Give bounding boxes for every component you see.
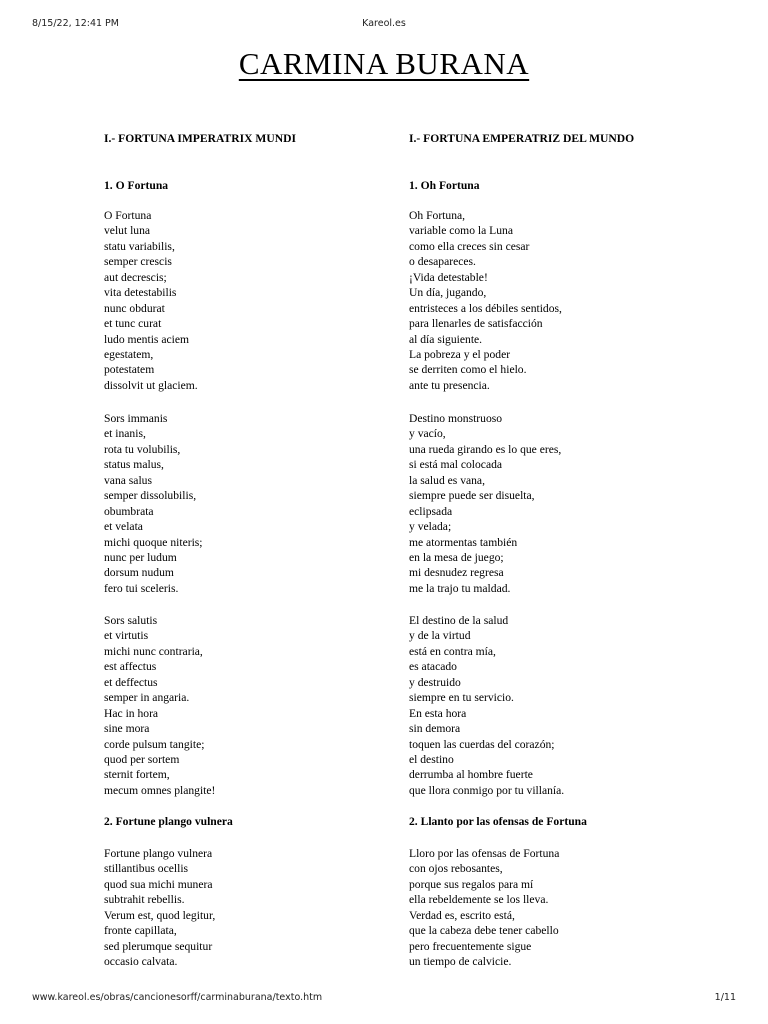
verse-line: Fortune plango vulnera — [104, 847, 213, 860]
verse-line: Destino monstruoso — [409, 412, 503, 425]
song2-title-latin: 2. Fortune plango vulnera — [104, 815, 233, 828]
latin-song1-stanza-3 — [104, 613, 215, 798]
verse-line: semper dissolubilis, — [104, 489, 197, 503]
verse-line: si está mal colocada — [409, 458, 503, 472]
verse-line: statu variabilis, — [104, 239, 175, 253]
verse-line: michi quoque niteris; — [104, 535, 203, 549]
verse-line: Oh Fortuna, — [409, 209, 466, 222]
verse-line: La pobreza y el poder — [409, 347, 511, 361]
verse-line: El destino de la salud — [409, 614, 509, 627]
verse-line: eclipsada — [409, 504, 453, 518]
verse-line: semper in angaria. — [104, 691, 190, 705]
verse-line: para llenarles de satisfacción — [409, 317, 543, 331]
verse-line: ludo mentis aciem — [104, 332, 190, 346]
latin-song1-stanza-1 — [104, 208, 198, 393]
verse-line: En esta hora — [409, 706, 467, 720]
print-url: www.kareol.es/obras/cancionesorff/carminaburana/texto.htm — [32, 992, 323, 1003]
verse-line: O Fortuna — [104, 209, 152, 222]
verse-line: michi nunc contraria, — [104, 644, 203, 658]
verse-line: ante tu presencia. — [409, 378, 490, 392]
latin-song2-stanza — [104, 846, 215, 970]
verse-line: occasio calvata. — [104, 955, 178, 969]
verse-line: o desapareces. — [409, 255, 476, 269]
verse-line: que la cabeza debe tener cabello — [409, 924, 559, 938]
verse-line: toquen las cuerdas del corazón; — [409, 737, 555, 751]
verse-line: et virtutis — [104, 629, 149, 643]
verse-line: Verdad es, escrito está, — [409, 908, 515, 922]
verse-line: entristeces a los débiles sentidos, — [409, 301, 562, 315]
verse-line: Hac in hora — [104, 706, 159, 720]
verse-line: fronte capillata, — [104, 924, 177, 938]
verse-line: un tiempo de calvicie. — [409, 955, 512, 969]
verse-line: pero frecuentemente sigue — [409, 939, 532, 953]
verse-line: y vacío, — [409, 427, 446, 441]
print-footer — [32, 992, 736, 1006]
verse-line: quod per sortem — [104, 752, 180, 766]
verse-line: potestatem — [104, 363, 155, 377]
verse-line: obumbrata — [104, 504, 154, 518]
verse-line: dissolvit ut glaciem. — [104, 378, 198, 392]
latin-song1-stanza-2 — [104, 411, 203, 596]
verse-line: subtrahit rebellis. — [104, 893, 185, 907]
verse-line: dorsum nudum — [104, 566, 174, 580]
verse-line: rota tu volubilis, — [104, 442, 181, 456]
verse-line: ¡Vida detestable! — [409, 270, 488, 284]
verse-line: y de la virtud — [409, 629, 471, 643]
verse-line: y velada; — [409, 520, 452, 534]
verse-line: sed plerumque sequitur — [104, 939, 213, 953]
verse-line: aut decrescis; — [104, 270, 167, 284]
verse-line: con ojos rebosantes, — [409, 862, 503, 876]
verse-line: et inanis, — [104, 427, 146, 441]
verse-line: me atormentas también — [409, 535, 518, 549]
print-page-number: 1/11 — [714, 992, 736, 1003]
verse-line: me la trajo tu maldad. — [409, 581, 511, 595]
verse-line: al día siguiente. — [409, 332, 483, 346]
verse-line: semper crescis — [104, 255, 172, 269]
verse-line: se derriten como el hielo. — [409, 363, 527, 377]
verse-line: siempre en tu servicio. — [409, 691, 514, 705]
verse-line: est affectus — [104, 660, 157, 674]
verse-line: vana salus — [104, 473, 152, 487]
verse-line: nunc obdurat — [104, 301, 165, 315]
part-title-latin: I.- FORTUNA IMPERATRIX MUNDI — [104, 132, 296, 145]
verse-line: quod sua michi munera — [104, 877, 213, 891]
verse-line: velut luna — [104, 224, 151, 238]
part-title-spanish: I.- FORTUNA EMPERATRIZ DEL MUNDO — [409, 132, 635, 145]
verse-line: sternit fortem, — [104, 768, 170, 782]
verse-line: como ella creces sin cesar — [409, 239, 530, 253]
spanish-song1-stanza-1 — [409, 208, 562, 393]
page-title: CARMINA BURANA — [238, 46, 530, 81]
verse-line: está en contra mía, — [409, 644, 496, 658]
verse-line: porque sus regalos para mí — [409, 877, 534, 891]
song2-title-spanish: 2. Llanto por las ofensas de Fortuna — [409, 815, 587, 828]
verse-line: nunc per ludum — [104, 550, 177, 564]
verse-line: Sors immanis — [104, 412, 168, 425]
verse-line: siempre puede ser disuelta, — [409, 489, 535, 503]
verse-line: una rueda girando es lo que eres, — [409, 442, 562, 456]
spanish-song1-stanza-2 — [409, 411, 561, 596]
print-datetime: 8/15/22, 12:41 PM — [32, 18, 119, 29]
verse-line: que llora conmigo por tu villanía. — [409, 783, 565, 797]
verse-line: en la mesa de juego; — [409, 550, 504, 564]
verse-line: variable como la Luna — [409, 224, 513, 238]
verse-line: vita detestabilis — [104, 286, 177, 300]
verse-line: Verum est, quod legitur, — [104, 908, 216, 922]
verse-line: y destruido — [409, 675, 461, 689]
verse-line: egestatem, — [104, 347, 154, 361]
print-header — [32, 18, 736, 32]
verse-line: la salud es vana, — [409, 473, 485, 487]
verse-line: sin demora — [409, 722, 461, 736]
verse-line: Un día, jugando, — [409, 286, 487, 300]
verse-line: mi desnudez regresa — [409, 566, 504, 580]
verse-line: et deffectus — [104, 675, 158, 689]
verse-line: et velata — [104, 520, 143, 534]
verse-line: mecum omnes plangite! — [104, 783, 216, 797]
spanish-song2-stanza — [409, 846, 559, 970]
verse-line: derrumba al hombre fuerte — [409, 768, 533, 782]
verse-line: sine mora — [104, 722, 150, 736]
song1-title-latin: 1. O Fortuna — [104, 179, 169, 192]
verse-line: status malus, — [104, 458, 164, 472]
verse-line: fero tui sceleris. — [104, 581, 179, 595]
print-site-name: Kareol.es — [362, 18, 406, 29]
verse-line: corde pulsum tangite; — [104, 737, 205, 751]
song1-title-spanish: 1. Oh Fortuna — [409, 179, 480, 192]
verse-line: el destino — [409, 752, 454, 766]
verse-line: Lloro por las ofensas de Fortuna — [409, 847, 560, 860]
verse-line: es atacado — [409, 660, 457, 674]
verse-line: ella rebeldemente se los lleva. — [409, 893, 549, 907]
verse-line: stillantibus ocellis — [104, 862, 189, 876]
spanish-song1-stanza-3 — [409, 613, 564, 798]
verse-line: et tunc curat — [104, 317, 162, 331]
verse-line: Sors salutis — [104, 614, 158, 627]
